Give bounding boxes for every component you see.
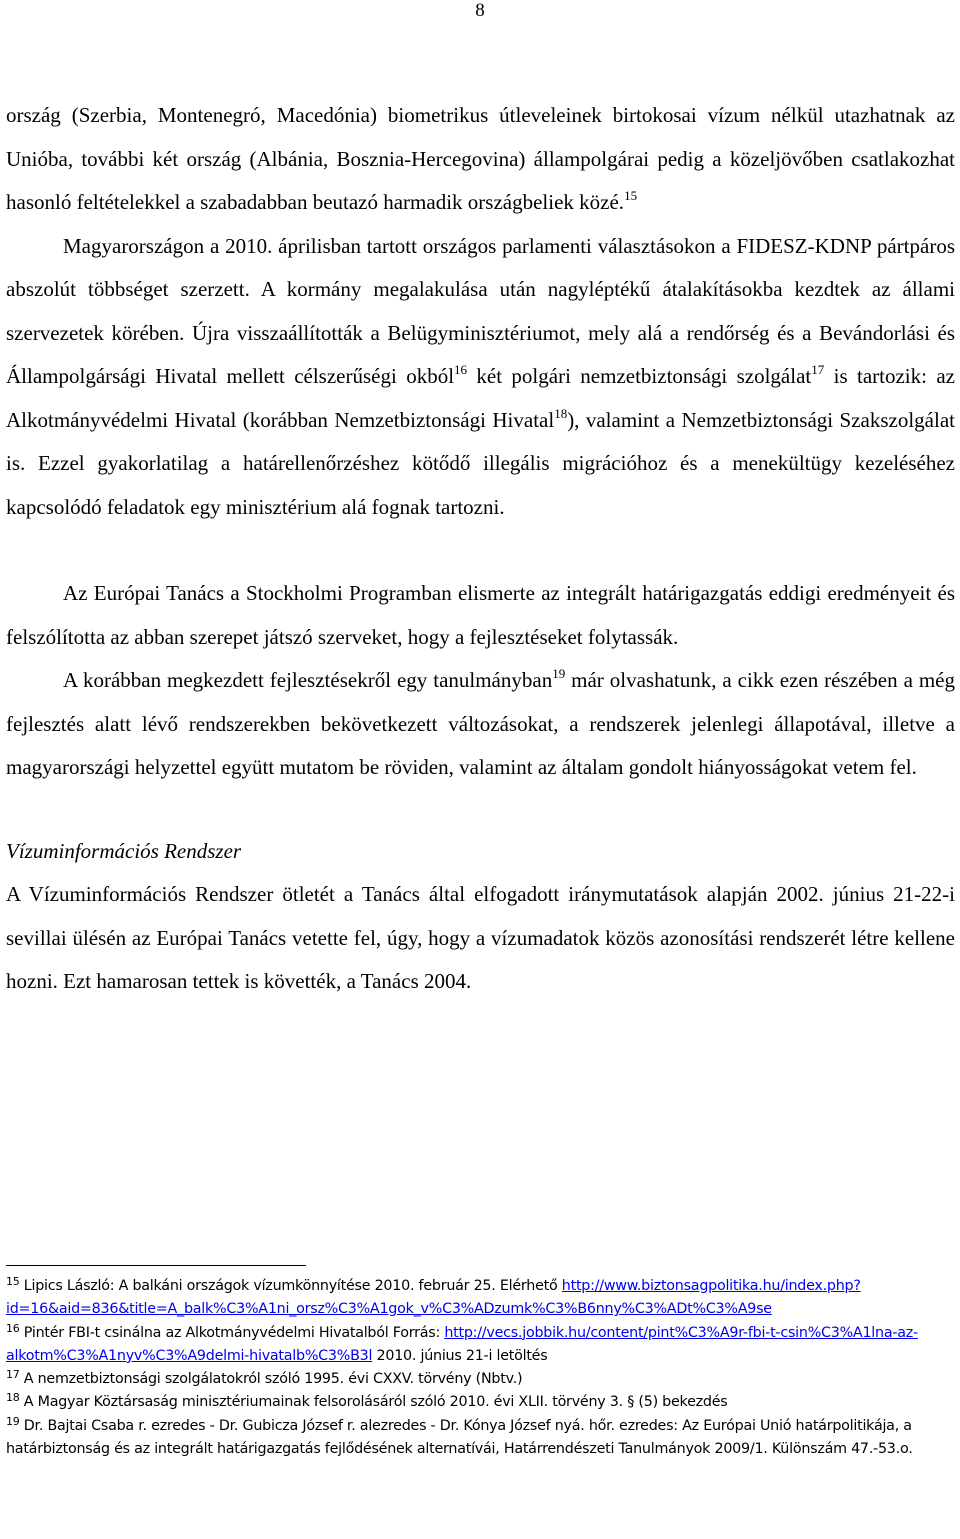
footnote-number: 16 xyxy=(6,1321,20,1335)
paragraph-3: Az Európai Tanács a Stockholmi Programban elismerte az integrált határigazgatás eddigi eredményeit és felszólította az abban szerepet játszó szerveket, hogy a fejlesztéseket folytassák. xyxy=(6,581,955,649)
footnote-ref-18[interactable]: 18 xyxy=(554,405,568,421)
footnote-link[interactable]: http://www.biztonsagpolitika.hu/index.php?id=16&aid=836&title=A_balk%C3%A1ni_orsz%C3%A1gok_v%C3%ADzumk%C3%B6nny%C3%ADt%C3%A9se xyxy=(6,1278,861,1318)
footnote-15 xyxy=(6,1275,952,1322)
paragraph-2-part-d: ), valamint a Nemzetbiztonsági Szakszolgálat is. Ezzel gyakorlatilag a határellenőrzéshez kötődő illegális migrációhoz és a menekültügy kezeléséhez kapcsolódó feladatok egy minisztérium alá fognak tartozni. xyxy=(6,407,955,519)
paragraph-2-part-b: két polgári nemzetbiztonsági szolgálat xyxy=(467,364,812,388)
footnote-link[interactable]: http://vecs.jobbik.hu/content/pint%C3%A9r-fbi-t-csin%C3%A1lna-az-alkotm%C3%A1nyv%C3%A9delmi-hivatalb%C3%B3l xyxy=(6,1324,918,1364)
footnote-ref-19[interactable]: 19 xyxy=(552,666,566,681)
paragraph-4-part-b: már olvashatunk, a cikk ezen részében a még fejlesztés alatt lévő rendszerekben bekövetkezett változásokat, a rendszerek jelenlegi állapotával, illetve a magyarországi helyzettel együtt mutatom be röviden, valamint az általam gondolt hiányosságokat vetem fel. xyxy=(6,668,955,779)
footnote-ref-17[interactable]: 17 xyxy=(811,362,825,377)
footnote-text: A nemzetbiztonsági szolgálatokról szóló 1995. évi CXXV. törvény (Nbtv.) xyxy=(19,1371,523,1388)
footnote-19 xyxy=(6,1415,952,1462)
footnote-text-tail: 2010. június 21-i letöltés xyxy=(372,1347,548,1364)
footnote-separator xyxy=(6,1265,306,1266)
paragraph-2-part-a: Magyarországon a 2010. áprilisban tartott országos parlamenti választásokon a FIDESZ-KDNP pártpáros abszolút többséget szerzett. A kormány megalakulása után nagyléptékű átalakításokba kezdtek az állami szervezetek körében. Újra visszaállították a Belügyminisztériumot, mely alá a rendőrség és a Bevándorlási és Állampolgársági Hivatal mellett célszerűségi okból xyxy=(6,233,955,388)
footnote-text: A Magyar Köztársaság minisztériumainak felsorolásáról szóló 2010. évi XLII. törvény 3. § (5) bekezdés xyxy=(19,1394,728,1411)
footnote-number: 15 xyxy=(6,1275,20,1288)
footnote-text: Pintér FBI-t csinálna az Alkotmányvédelmi Hivatalból Forrás: xyxy=(19,1324,445,1341)
footnote-text: Dr. Bajtai Csaba r. ezredes - Dr. Gubicza József r. alezredes - Dr. Kónya József nyá. hőr. ezredes: Az Európai Unió határpolitikája, a határbiztonság és az integrált határigazgatás fejlődésének alternatívái, Határrendészeti Tanulmányok 2009/1. Különszám 47.-53.o. xyxy=(6,1417,913,1458)
section-heading: Vízuminformációs Rendszer xyxy=(6,838,242,863)
footnote-number: 18 xyxy=(6,1391,20,1405)
paragraph-1-text: ország (Szerbia, Montenegró, Macedónia) biometrikus útleveleinek birtokosai vízum nélkül utazhatnak az Unióba, további két ország (Albánia, Bosznia-Hercegovina) állampolgárai pedig a közeljövőben csatlakozhat hasonló feltételekkel a szabadabban beutazó harmadik országbeliek közé. xyxy=(6,103,955,214)
paragraph-2 xyxy=(6,225,955,530)
footnotes xyxy=(6,1275,952,1461)
footnote-17 xyxy=(6,1368,952,1391)
footnote-number: 17 xyxy=(6,1368,20,1382)
paragraph-1 xyxy=(6,94,955,225)
main-text xyxy=(6,94,955,1004)
footnote-text: Lipics László: A balkáni országok vízumkönnyítése 2010. február 25. Elérhető xyxy=(19,1278,562,1294)
paragraph-4-part-a: A korábban megkezdett fejlesztésekről egy tanulmányban xyxy=(63,668,553,692)
paragraph-2-part-c: is tartozik: az Alkotmányvédelmi Hivatal (korábban Nemzetbiztonsági Hivatal xyxy=(6,364,955,432)
page-number: 8 xyxy=(475,0,485,21)
footnote-number: 19 xyxy=(6,1414,20,1428)
footnote-ref-16[interactable]: 16 xyxy=(454,362,468,377)
footnote-18 xyxy=(6,1391,952,1414)
paragraph-5: A Vízuminformációs Rendszer ötletét a Tanács által elfogadott iránymutatások alapján 2002. június 21-22-i sevillai ülésén az Európai Tanács vetette fel, úgy, hogy a vízumadatok közös azonosítási rendszerét létre kellene hozni. Ezt hamarosan tettek is követték, a Tanács 2004. xyxy=(6,882,955,993)
footnote-ref-15[interactable]: 15 xyxy=(624,188,638,203)
footnote-16 xyxy=(6,1322,952,1369)
paragraph-4 xyxy=(6,659,955,790)
